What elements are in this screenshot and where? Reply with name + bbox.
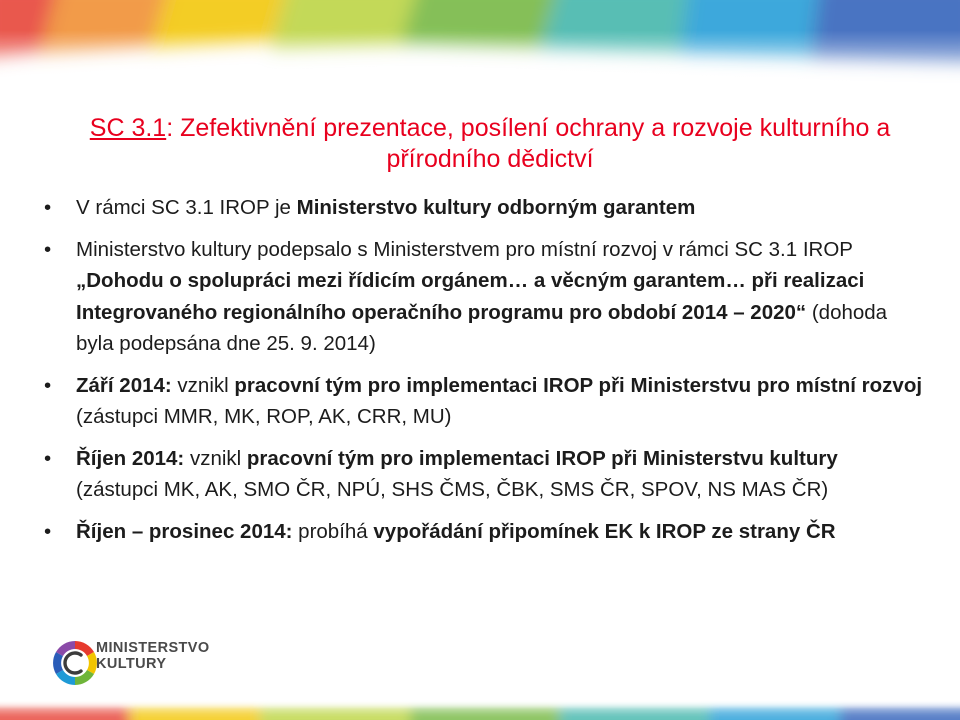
bullet-dot-icon: •	[44, 519, 52, 543]
bullet-text-bold: vypořádání připomínek EK k IROP ze strany ČR	[373, 519, 836, 543]
logo-text	[96, 640, 210, 672]
footer-decoration	[0, 700, 960, 720]
bullet-dot-icon: •	[44, 373, 52, 397]
bullet-text-bold: pracovní tým pro implementaci IROP při Ministerstvu pro místní rozvoj	[234, 373, 923, 397]
bullet-text-bold: pracovní tým pro implementaci IROP při Ministerstvu kultury	[246, 446, 838, 470]
bullet-text: V rámci SC 3.1 IROP je	[76, 196, 297, 219]
bullet-text-bold: Ministerstvo kultury odborným garantem	[296, 196, 696, 219]
logo-line-1: MINISTERSTVO	[96, 640, 210, 656]
bullet-list	[44, 192, 924, 547]
bullet-item	[44, 516, 924, 548]
bullet-text: Ministerstvo kultury podepsalo s Ministerstvem pro místní rozvoj v rámci SC 3.1 IROP	[76, 237, 853, 261]
header-decoration	[0, 0, 960, 100]
logo-line-2: KULTURY	[96, 656, 167, 672]
bullet-dot-icon: •	[44, 196, 52, 219]
title-text: : Zefektivnění prezentace, posílení ochrany a rozvoje kulturního a přírodního dědictví	[166, 114, 891, 173]
bullet-item	[44, 370, 924, 433]
bullet-text: probíhá	[292, 519, 374, 543]
bullet-text: (zástupci MMR, MK, ROP, AK, CRR, MU)	[76, 405, 452, 428]
bullet-text: (zástupci MK, AK, SMO ČR, NPÚ, SHS ČMS, ČBK, SMS ČR, SPOV, NS MAS ČR)	[76, 478, 829, 501]
bullet-text-bold: „Dohodu o spolupráci mezi řídicím orgánem… a věcným garantem… při realizaci Integrovaného regionálního operačního programu pro období 2014 – 2020“	[76, 269, 865, 324]
bullet-text-bold: Září 2014:	[76, 373, 172, 397]
bullet-item	[44, 234, 924, 360]
bullet-text: (dohoda byla podepsána dne 25. 9. 2014)	[76, 300, 888, 355]
slide-title	[80, 113, 900, 175]
bullet-text-bold: Říjen 2014:	[76, 446, 185, 470]
title-code: SC 3.1	[89, 114, 167, 142]
bullet-dot-icon: •	[44, 237, 52, 261]
bullet-dot-icon: •	[44, 446, 52, 470]
bullet-text: vznikl	[184, 446, 247, 470]
bullet-text: vznikl	[171, 373, 235, 397]
bullet-item	[44, 192, 924, 224]
bullet-text-bold: Říjen – prosinec 2014:	[76, 519, 293, 543]
bullet-item	[44, 443, 924, 506]
